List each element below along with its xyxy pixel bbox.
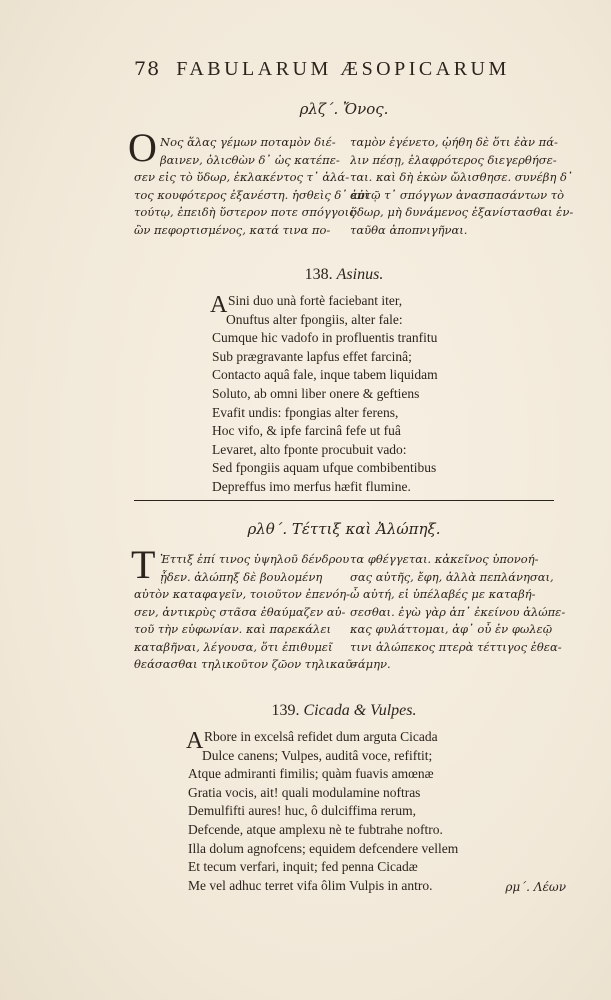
verse-line: Cumque hic vadofo in profluentis tranfitu: [212, 330, 438, 346]
greek-line: τα φθέγγεται. κἀκεῖνος ὑπονοή-: [350, 552, 539, 566]
greek-fable-title: ρλθ΄. Τέττιξ καὶ Ἀλώπηξ.: [247, 520, 441, 538]
greek-line: καταβῆναι, λέγουσα, ὅτι ἐπιθυμεῖ: [134, 639, 333, 654]
verse-line: Defcende, atque amplexu nè te fubtrahe noftro.: [188, 821, 443, 837]
greek-line: τούτῳ, ἐπειδὴ ὕστερον ποτε σπόγγοις: [134, 205, 356, 219]
greek-left-column: [160, 551, 349, 586]
verse-line: Dulce canens; Vulpes, auditâ voce, refiftit;: [202, 747, 433, 763]
page-header: [134, 58, 554, 81]
greek-line: ται. καὶ δὴ ἑκὼν ὤλισθησε. συνέβη δ᾽: [350, 170, 573, 184]
fable-number: 139.: [271, 702, 300, 719]
verse-line: Contacto aquâ fale, inque tabem liquidam: [212, 367, 438, 383]
greek-right-column: [350, 134, 573, 239]
verse-line: Rbore in excelsâ refidet dum arguta Cicada: [204, 729, 438, 744]
greek-line: κας φυλάττομαι, ἀφ᾽ οὗ ἐν φωλεῷ: [350, 622, 553, 636]
verse-line: Evafit undis: fpongias alter ferens,: [212, 404, 399, 420]
greek-line: σεν, ἀντικρὺς στᾶσα ἐθαύμαζεν αὐ-: [134, 604, 346, 619]
verse-line: Me vel adhuc terret vifa ôlim Vulpis in antro.: [188, 877, 433, 893]
page-number: 78: [134, 58, 161, 80]
latin-fable-title: [134, 266, 554, 284]
fable-name: Cicada & Vulpes.: [303, 702, 417, 719]
greek-line: σας αὐτῆς, ἔφη, ἀλλὰ πεπλάνησαι,: [350, 569, 554, 584]
verse-line: Gratia vocis, ait! quali modulamine noftras: [188, 784, 421, 800]
verse-line: Atque admiranti fimilis; quàm fuavis amœnæ: [188, 766, 434, 782]
greek-line: βαινεν, ὀλιϲθὼν δ᾽ ὡς κατέπε-: [160, 152, 340, 167]
verse-line: Et tecum verfari, inquit; fed penna Cicadæ: [188, 859, 418, 875]
verse-line: Levaret, alto fponte procubuit vado:: [212, 441, 407, 457]
verse-line: Sed fpongiis aquam ufque combibentibus: [212, 460, 437, 476]
greek-left-column-cont: [134, 586, 356, 674]
greek-drop-cap: Τ: [131, 542, 156, 587]
fable-number: 138.: [304, 266, 333, 283]
verse-line: Sub prægravante lapfus effet farcinâ;: [212, 348, 412, 364]
verse-line: Soluto, ab omni liber onere & geftiens: [212, 385, 420, 401]
running-title: FABULARUM ÆSOPICARUM: [176, 58, 510, 80]
latin-fable-title: [134, 702, 554, 720]
greek-line: Ἐττιξ ἐπί τινος ὑψηλοῦ δένδρου: [160, 552, 350, 566]
latin-drop-cap: A: [186, 728, 204, 754]
greek-right-column: [350, 551, 565, 674]
verse-line: Onuftus alter fpongiis, alter fale:: [226, 311, 403, 327]
verse-line: Hoc vifo, & ipfe farcinâ fefe ut fuâ: [212, 423, 401, 439]
greek-left-column-cont: [134, 169, 369, 239]
greek-line: αὐτῷ τ᾽ σπόγγων ἀνασπασάντων τὸ: [350, 187, 564, 202]
greek-line: Νος ἅλας γέμων ποταμὸν διέ-: [160, 135, 336, 149]
greek-drop-cap: Ο: [128, 125, 157, 170]
latin-verse: [212, 292, 438, 497]
greek-line: τινι ἀλώπεκος πτερὰ τέττιγος ἐθεα-: [350, 639, 562, 654]
greek-line: ὢν πεφορτισμένος, κατά τινα πο-: [134, 222, 331, 237]
greek-line: λιν πέσῃ, ἐλαφρότερος διεγερθήσε-: [350, 152, 557, 167]
greek-line: ταῦθα ἀποπνιγῆναι.: [350, 222, 468, 237]
greek-line: σάμην.: [350, 657, 391, 671]
verse-line: Illa dolum agnofcens; equidem defcendere vellem: [188, 840, 459, 856]
verse-line: Depreffus imo merfus hæfit flumine.: [212, 478, 411, 494]
greek-line: ᾖδεν. ἀλώπηξ δὲ βουλομένη: [160, 569, 323, 584]
greek-fable-title: ρλζ΄. Ὄνος.: [299, 100, 389, 118]
greek-line: ταμὸν ἐγένετο, ᾠήθη δὲ ὅτι ἐὰν πά-: [350, 135, 558, 149]
greek-line: τος κουφότερος ἐξανέστη. ἡσθεὶς δ᾽ ἐπὶ: [134, 187, 369, 202]
greek-line: θεάσασθαι τηλικοῦτον ζῶον τηλικαῦ-: [134, 657, 357, 671]
greek-line: αὐτὸν καταφαγεῖν, τοιοῦτον ἐπενόη-: [134, 587, 351, 601]
greek-line: σεν εἰς τὸ ὕδωρ, ἐκλακέντος τ᾽ ἀλά-: [134, 170, 350, 184]
greek-line: ὦ αὐτή, εἰ ὑπέλαβές με καταβή-: [350, 587, 536, 601]
greek-left-column: [160, 134, 340, 169]
latin-drop-cap: A: [210, 292, 228, 318]
verse-line: Sini duo unà fortè faciebant iter,: [228, 293, 403, 308]
greek-line: σεσθαι. ἐγὼ γὰρ ἀπ᾽ ἐκείνου ἀλώπε-: [350, 604, 566, 619]
greek-line: ὕδωρ, μὴ δυνάμενος ἐξανίστασθαι ἐν-: [350, 205, 574, 219]
section-divider: [134, 500, 554, 501]
catchword: ρμ΄. Λέων: [505, 880, 566, 894]
greek-line: τοῦ τὴν εὐφωνίαν. καὶ παρεκάλει: [134, 622, 331, 636]
verse-line: Demulfifti aures! huc, ô dulciffima rerum,: [188, 803, 417, 819]
latin-verse: [188, 728, 458, 895]
fable-name: Asinus.: [336, 266, 384, 283]
